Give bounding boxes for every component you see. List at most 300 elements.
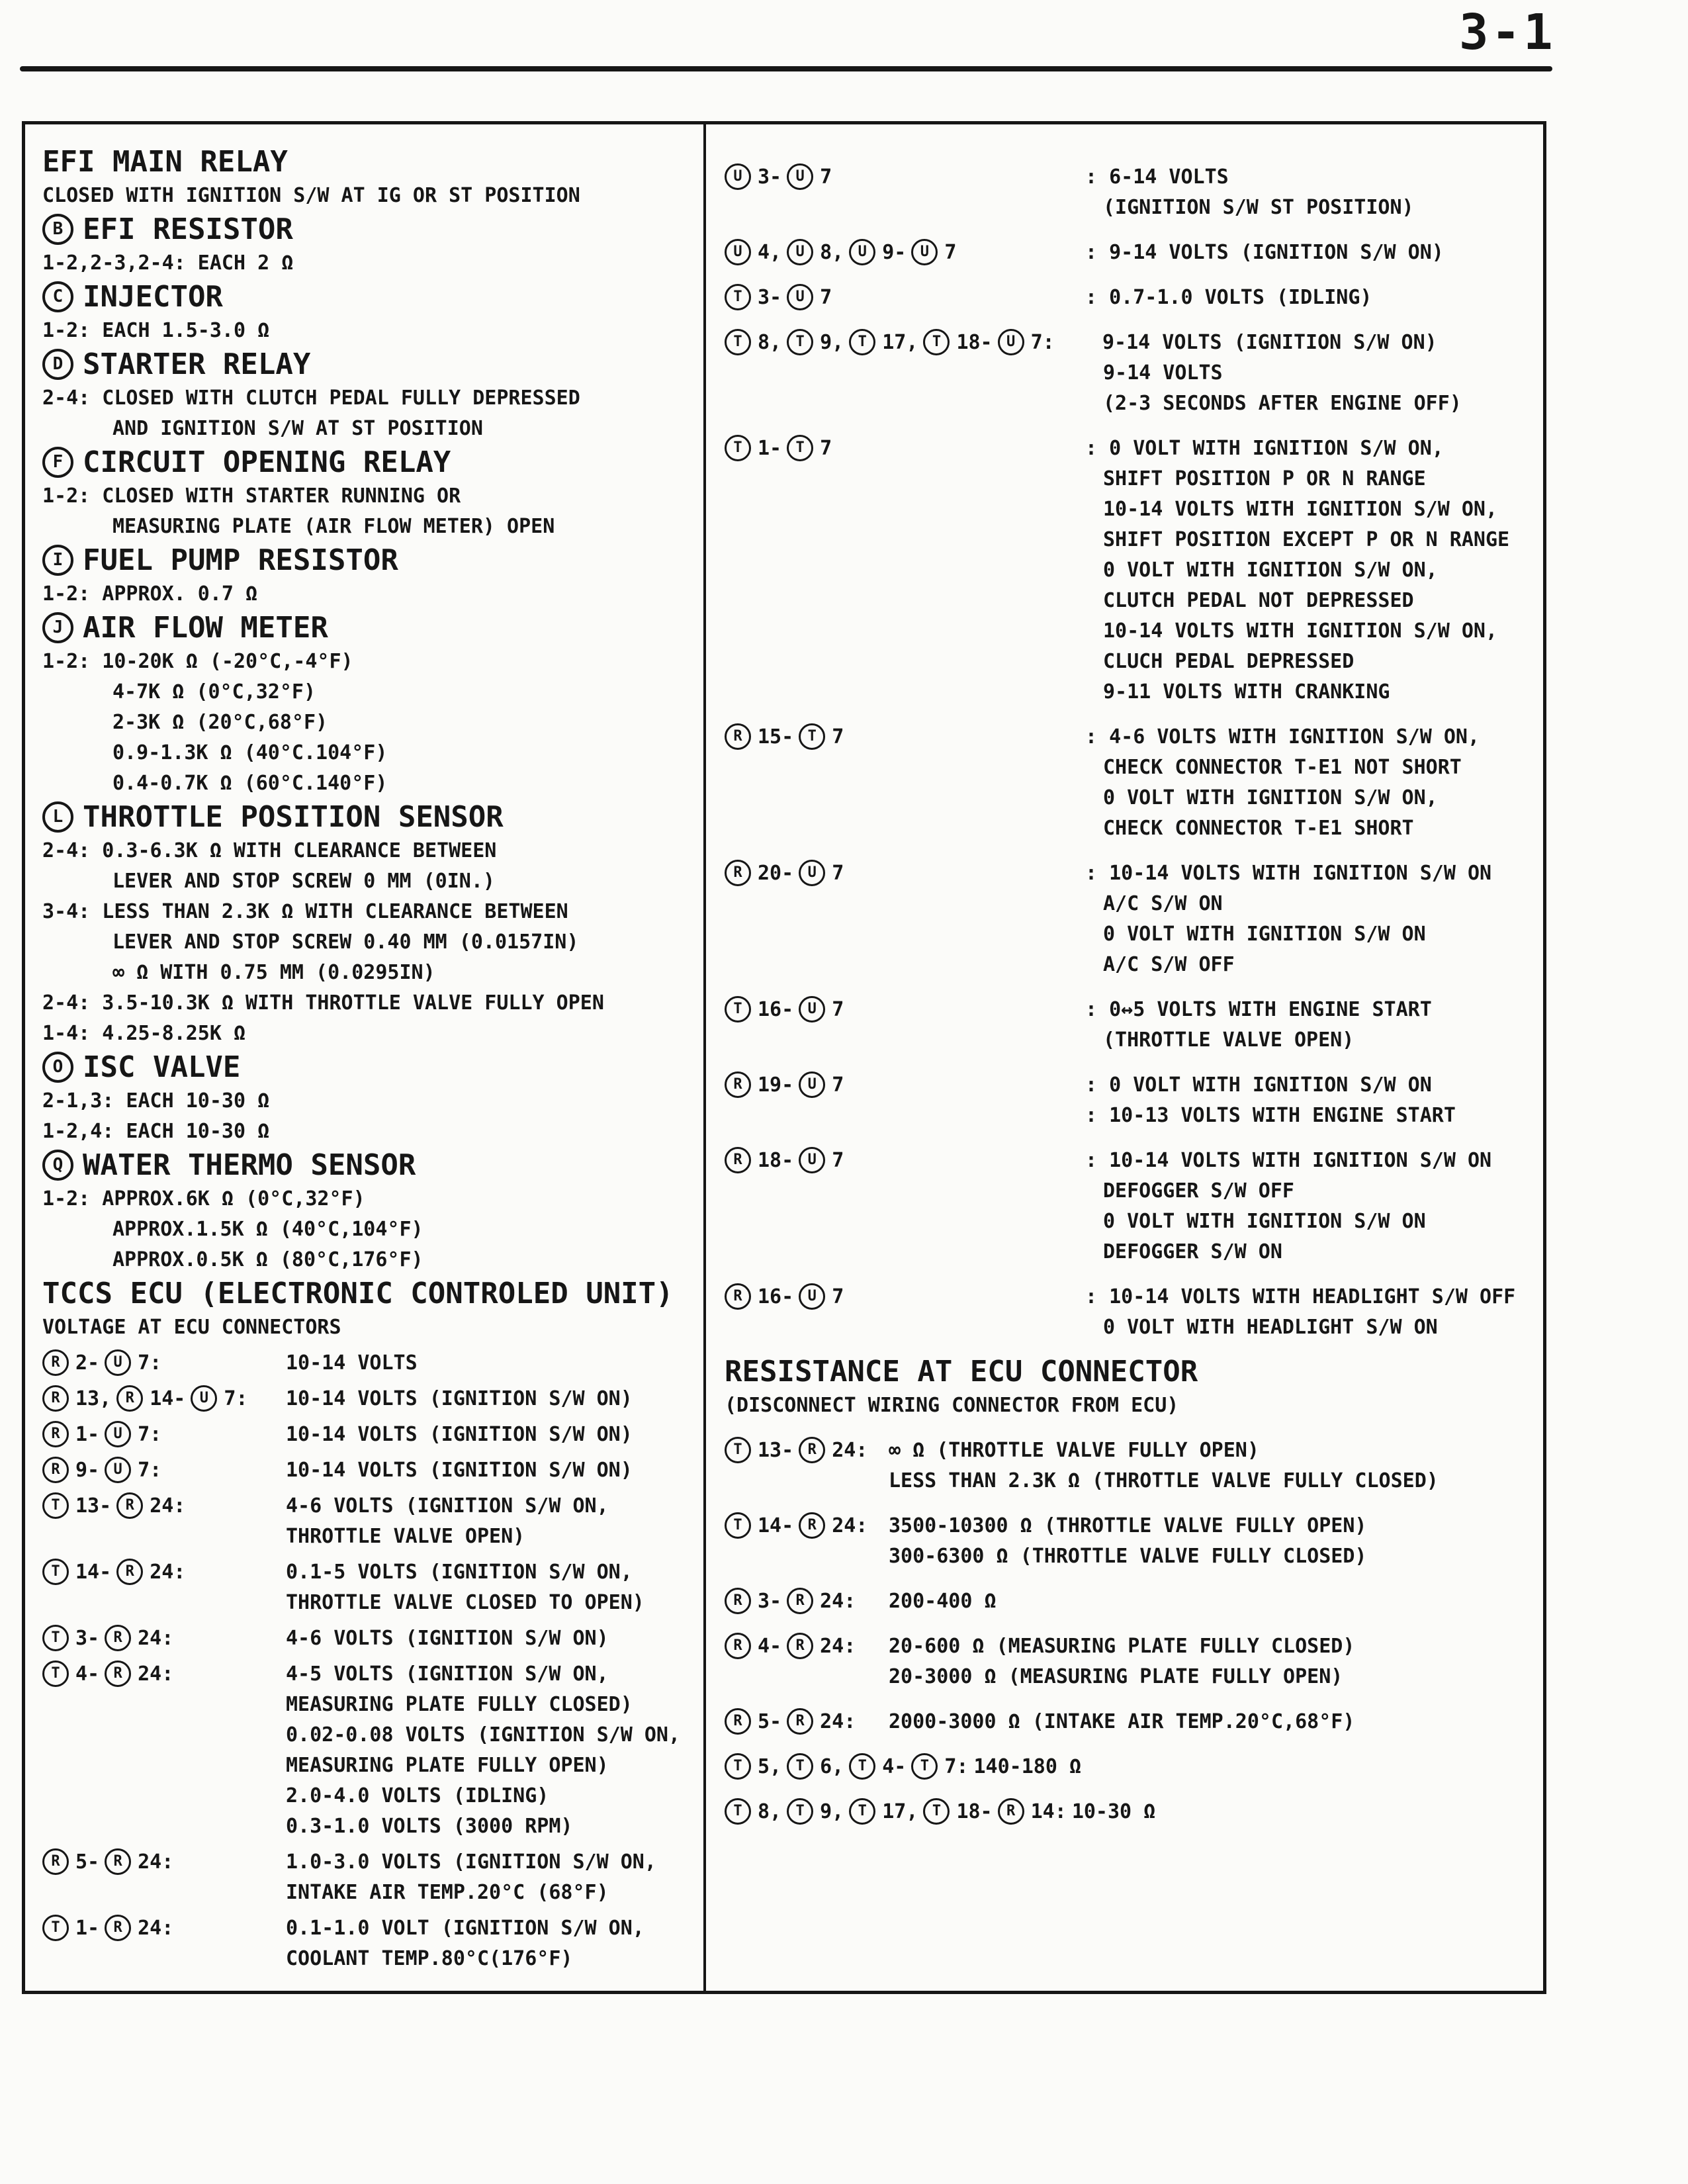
spec-text: CHECK CONNECTOR T-E1 NOT SHORT [1103, 755, 1462, 779]
pin-group [725, 723, 1085, 750]
spec-text: 300-6300 Ω (THROTTLE VALVE FULLY CLOSED) [889, 1544, 1367, 1568]
section-heading [42, 1146, 693, 1183]
pin-group [42, 1625, 286, 1651]
pin-group [725, 1147, 1085, 1173]
spec-line [42, 1018, 693, 1048]
spec-text: CLUCH PEDAL DEPRESSED [1103, 649, 1355, 673]
spec-row [42, 1659, 693, 1689]
spec-line [725, 1541, 1535, 1571]
pin-label: 13- [75, 1494, 112, 1518]
circled-letter-badge: R [105, 1625, 131, 1651]
spec-text: APPROX.1.5K Ω (40°C,104°F) [112, 1217, 423, 1241]
pin-label: 7 [832, 1148, 844, 1172]
circled-letter-badge: U [998, 329, 1024, 355]
pin-group [725, 1588, 889, 1614]
pin-label: 7 [944, 240, 957, 264]
pin-label: 14: [1030, 1799, 1067, 1823]
pin-label: 24: [138, 1916, 174, 1940]
pin-label: 19- [758, 1073, 794, 1097]
heading-text: FUEL PUMP RESISTOR [83, 543, 398, 577]
circled-letter-badge: R [116, 1559, 143, 1585]
spec-text: 0.9-1.3K Ω (40°C.104°F) [112, 741, 388, 764]
circled-letter-badge: L [42, 801, 73, 833]
spec-row [725, 433, 1535, 463]
pin-label: 6, [820, 1754, 844, 1778]
pin-label: 14- [75, 1560, 112, 1584]
spec-value: : 9-14 VOLTS (IGNITION S/W ON) [1085, 240, 1444, 264]
circled-letter-badge: T [42, 1559, 69, 1585]
pin-label: 7 [832, 861, 844, 885]
spec-row [42, 1383, 693, 1414]
circled-letter-badge: O [42, 1052, 73, 1083]
spec-text: VOLTAGE AT ECU CONNECTORS [42, 1315, 341, 1339]
heading-text: INJECTOR [83, 279, 223, 314]
pin-label: 1- [75, 1916, 100, 1940]
section-heading [42, 1048, 693, 1085]
spec-line [725, 494, 1535, 524]
pin-label: 15- [758, 725, 794, 749]
section-heading [42, 798, 693, 835]
circled-letter-badge: R [105, 1848, 131, 1875]
spec-text: 9-11 VOLTS WITH CRANKING [1103, 680, 1390, 704]
pin-group [42, 1385, 286, 1412]
circled-letter-badge: U [799, 996, 825, 1023]
circled-letter-badge: R [42, 1848, 69, 1875]
pin-label: 7 [832, 1285, 844, 1308]
pin-group [42, 1661, 286, 1687]
spec-text: APPROX.0.5K Ω (80°C,176°F) [112, 1248, 423, 1271]
spec-line [42, 248, 693, 278]
pin-group [725, 1708, 889, 1735]
circled-letter-badge: R [725, 1708, 751, 1735]
spec-row [42, 1490, 693, 1521]
circled-letter-badge: I [42, 545, 73, 576]
pin-label: 8, [758, 330, 782, 354]
spec-text: 10-14 VOLTS WITH IGNITION S/W ON, [1103, 497, 1498, 521]
circled-letter-badge: T [725, 1437, 751, 1463]
heading-text: EFI RESISTOR [83, 212, 293, 246]
header-rule [20, 66, 1552, 71]
spec-text: LEVER AND STOP SCREW 0 MM (0IN.) [112, 869, 495, 893]
pin-group [42, 1457, 286, 1483]
spec-text: (THROTTLE VALVE OPEN) [1103, 1028, 1355, 1052]
left-column [25, 124, 703, 1991]
pin-group [725, 1283, 1085, 1310]
pin-label: 1- [75, 1422, 100, 1446]
pin-label: 14- [758, 1514, 794, 1537]
spec-line [42, 511, 693, 541]
pin-label: 7: [138, 1422, 162, 1446]
spec-text: THROTTLE VALVE CLOSED TO OPEN) [286, 1590, 644, 1614]
spec-row [725, 1751, 1535, 1782]
page-number: 3-1 [1459, 4, 1556, 61]
circled-letter-badge: T [725, 435, 751, 461]
pin-label: 7: [944, 1754, 969, 1778]
spec-row [725, 327, 1535, 357]
spec-line [725, 463, 1535, 494]
spec-line [725, 555, 1535, 585]
spec-text: 2-4: 3.5-10.3K Ω WITH THROTTLE VALVE FULLY OPEN [42, 991, 604, 1015]
spec-text: 0 VOLT WITH IGNITION S/W ON [1103, 1209, 1426, 1233]
pin-label: 24: [138, 1662, 174, 1686]
circled-letter-badge: T [923, 329, 950, 355]
pin-group [42, 1848, 286, 1875]
spec-line [42, 896, 693, 927]
circled-letter-badge: R [105, 1661, 131, 1687]
pin-label: 9- [75, 1458, 100, 1482]
circled-letter-badge: T [725, 1512, 751, 1539]
pin-label: 3- [758, 165, 782, 189]
spec-row [725, 1796, 1535, 1827]
pin-label: 4- [882, 1754, 907, 1778]
circled-letter-badge: U [799, 1147, 825, 1173]
circled-letter-badge: U [799, 1071, 825, 1098]
spec-line [725, 388, 1535, 418]
spec-text: 0.02-0.08 VOLTS (IGNITION S/W ON, [286, 1723, 681, 1747]
circled-letter-badge: T [725, 284, 751, 310]
pin-label: 24: [150, 1560, 186, 1584]
spec-text: 2-4: CLOSED WITH CLUTCH PEDAL FULLY DEPRESSED [42, 386, 580, 410]
pin-label: 4, [758, 240, 782, 264]
circled-letter-badge: R [42, 1385, 69, 1412]
spec-line [725, 1100, 1535, 1130]
spec-text: DEFOGGER S/W ON [1103, 1240, 1282, 1263]
spec-value: 10-14 VOLTS (IGNITION S/W ON) [286, 1387, 633, 1410]
spec-text: THROTTLE VALVE OPEN) [286, 1524, 525, 1548]
circled-letter-badge: U [191, 1385, 217, 1412]
spec-text: AND IGNITION S/W AT ST POSITION [112, 416, 483, 440]
heading-text: WATER THERMO SENSOR [83, 1148, 416, 1182]
circled-letter-badge: T [849, 1798, 875, 1825]
spec-text: 0 VOLT WITH IGNITION S/W ON, [1103, 786, 1438, 809]
pin-label: 24: [150, 1494, 186, 1518]
circled-letter-badge: U [799, 860, 825, 886]
pin-label: 24: [138, 1850, 174, 1874]
spec-text: 0.4-0.7K Ω (60°C.140°F) [112, 771, 388, 795]
circled-letter-badge: T [725, 1798, 751, 1825]
pin-label: 18- [956, 1799, 993, 1823]
spec-line [42, 1183, 693, 1214]
spec-line [725, 782, 1535, 813]
pin-group [725, 1071, 1085, 1098]
spec-line [725, 1312, 1535, 1342]
spec-value: : 10-14 VOLTS WITH IGNITION S/W ON [1085, 861, 1492, 885]
spec-row [725, 1510, 1535, 1541]
spec-value: 2000-3000 Ω (INTAKE AIR TEMP.20°C,68°F) [889, 1709, 1355, 1733]
spec-text: 1-2,4: EACH 10-30 Ω [42, 1119, 270, 1143]
spec-line [42, 1811, 693, 1841]
pin-label: 18- [956, 330, 993, 354]
circled-letter-badge: U [725, 239, 751, 265]
heading-text: RESISTANCE AT ECU CONNECTOR [725, 1354, 1198, 1388]
circled-letter-badge: R [42, 1421, 69, 1447]
spec-text: 1-4: 4.25-8.25K Ω [42, 1021, 246, 1045]
circled-letter-badge: T [42, 1661, 69, 1687]
spec-value: 20-600 Ω (MEASURING PLATE FULLY CLOSED) [889, 1634, 1355, 1658]
circled-letter-badge: U [799, 1283, 825, 1310]
circled-letter-badge: T [42, 1625, 69, 1651]
spec-line [42, 1312, 693, 1342]
spec-text: 2.0-4.0 VOLTS (IDLING) [286, 1784, 549, 1807]
spec-row [725, 1631, 1535, 1661]
spec-value: 9-14 VOLTS (IGNITION S/W ON) [1102, 330, 1437, 354]
spec-value: : 0↔5 VOLTS WITH ENGINE START [1085, 997, 1432, 1021]
pin-label: 8, [820, 240, 844, 264]
spec-line [42, 1877, 693, 1907]
circled-letter-badge: C [42, 281, 73, 312]
spec-value: 4-6 VOLTS (IGNITION S/W ON) [286, 1626, 609, 1650]
pin-label: 9, [820, 1799, 844, 1823]
spec-text: 1-2: APPROX. 0.7 Ω [42, 582, 258, 606]
spec-line [42, 1587, 693, 1617]
spec-line [42, 676, 693, 707]
pin-label: 24: [820, 1589, 856, 1613]
spec-line [42, 646, 693, 676]
spec-row [725, 1281, 1535, 1312]
circled-letter-badge: T [42, 1915, 69, 1941]
pin-group [725, 163, 1085, 190]
pin-label: 24: [820, 1634, 856, 1658]
pin-label: 24: [832, 1514, 868, 1537]
spec-text: MEASURING PLATE (AIR FLOW METER) OPEN [112, 514, 555, 538]
spec-line [725, 646, 1535, 676]
pin-group [725, 239, 1085, 265]
spec-text: LESS THAN 2.3K Ω (THROTTLE VALVE FULLY CLOSED) [889, 1469, 1439, 1492]
spec-text: 2-1,3: EACH 10-30 Ω [42, 1089, 270, 1113]
circled-letter-badge: R [42, 1349, 69, 1376]
pin-label: 7 [820, 165, 832, 189]
spec-text: 0 VOLT WITH IGNITION S/W ON [1103, 922, 1426, 946]
spec-text: CLUTCH PEDAL NOT DEPRESSED [1103, 588, 1414, 612]
circled-letter-badge: T [787, 435, 813, 461]
spec-line [42, 927, 693, 957]
spec-text: 1-2: EACH 1.5-3.0 Ω [42, 318, 270, 342]
pin-group [725, 1633, 889, 1659]
spec-text: CLOSED WITH IGNITION S/W AT IG OR ST POSITION [42, 183, 580, 207]
spec-text: MEASURING PLATE FULLY OPEN) [286, 1753, 609, 1777]
pin-group [42, 1915, 286, 1941]
spec-line [725, 1390, 1535, 1420]
circled-letter-badge: R [725, 1633, 751, 1659]
spec-line [42, 1116, 693, 1146]
circled-letter-badge: R [787, 1588, 813, 1614]
spec-row [725, 237, 1535, 267]
circled-letter-badge: F [42, 447, 73, 478]
circled-letter-badge: J [42, 612, 73, 643]
heading-text: ISC VALVE [83, 1050, 241, 1084]
spec-text: LEVER AND STOP SCREW 0.40 MM (0.0157IN) [112, 930, 579, 954]
spec-row [42, 1557, 693, 1587]
circled-letter-badge: R [725, 1283, 751, 1310]
circled-letter-badge: R [725, 860, 751, 886]
spec-line [42, 1244, 693, 1275]
circled-letter-badge: T [787, 1798, 813, 1825]
circled-letter-badge: R [725, 1147, 751, 1173]
spec-line [725, 357, 1535, 388]
spec-text: 1-2,2-3,2-4: EACH 2 Ω [42, 251, 294, 275]
circled-letter-badge: T [725, 1753, 751, 1780]
spec-row [725, 1069, 1535, 1100]
circled-letter-badge: U [787, 163, 813, 190]
spec-row [725, 858, 1535, 888]
pin-label: 13- [758, 1438, 794, 1462]
heading-text: TCCS ECU (ELECTRONIC CONTROLED UNIT) [42, 1276, 674, 1310]
spec-line [725, 1465, 1535, 1496]
section-heading [42, 609, 693, 646]
circled-letter-badge: U [911, 239, 938, 265]
spec-row [725, 1145, 1535, 1175]
circled-letter-badge: R [725, 1588, 751, 1614]
pin-label: 7: [1030, 330, 1055, 354]
spec-row [42, 1913, 693, 1943]
pin-label: 20- [758, 861, 794, 885]
spec-line [42, 578, 693, 609]
circled-letter-badge: R [787, 1633, 813, 1659]
pin-label: 9, [820, 330, 844, 354]
section-heading [42, 278, 693, 315]
circled-letter-badge: T [849, 1753, 875, 1780]
pin-label: 5- [75, 1850, 100, 1874]
circled-letter-badge: R [116, 1492, 143, 1519]
pin-label: 14- [150, 1387, 186, 1410]
circled-letter-badge: R [725, 723, 751, 750]
spec-value: 3500-10300 Ω (THROTTLE VALVE FULLY OPEN) [889, 1514, 1367, 1537]
spec-row [42, 1846, 693, 1877]
pin-label: 5- [758, 1709, 782, 1733]
spec-line [42, 987, 693, 1018]
spec-line [42, 835, 693, 866]
spec-text: SHIFT POSITION P OR N RANGE [1103, 467, 1426, 490]
spec-line [725, 752, 1535, 782]
pin-label: 7 [832, 1073, 844, 1097]
spec-text: 0 VOLT WITH HEADLIGHT S/W ON [1103, 1315, 1438, 1339]
spec-line [42, 768, 693, 798]
spec-text: ∞ Ω WITH 0.75 MM (0.0295IN) [112, 960, 435, 984]
pin-label: 3- [75, 1626, 100, 1650]
spec-text: 0.3-1.0 VOLTS (3000 RPM) [286, 1814, 573, 1838]
spec-value: 0.1-5 VOLTS (IGNITION S/W ON, [286, 1560, 633, 1584]
spec-text: INTAKE AIR TEMP.20°C (68°F) [286, 1880, 609, 1904]
circled-letter-badge: U [105, 1349, 131, 1376]
heading-text: THROTTLE POSITION SENSOR [83, 799, 504, 834]
spec-text: SHIFT POSITION EXCEPT P OR N RANGE [1103, 527, 1510, 551]
spec-text: A/C S/W OFF [1103, 952, 1235, 976]
circled-letter-badge: R [116, 1385, 143, 1412]
pin-label: 16- [758, 997, 794, 1021]
heading-text: AIR FLOW METER [83, 610, 328, 645]
circled-letter-badge: T [787, 1753, 813, 1780]
spec-text: MEASURING PLATE FULLY CLOSED) [286, 1692, 633, 1716]
pin-label: 3- [758, 1589, 782, 1613]
circled-letter-badge: T [923, 1798, 950, 1825]
spec-line [42, 480, 693, 511]
spec-text: COOLANT TEMP.80°C(176°F) [286, 1946, 573, 1970]
spec-table [22, 121, 1546, 1994]
pin-label: 17, [882, 1799, 918, 1823]
spec-line [42, 1943, 693, 1974]
pin-label: 4- [758, 1634, 782, 1658]
spec-line [725, 676, 1535, 707]
spec-line [42, 1780, 693, 1811]
spec-value: 4-5 VOLTS (IGNITION S/W ON, [286, 1662, 609, 1686]
circled-letter-badge: Q [42, 1150, 73, 1181]
pin-group [725, 284, 1085, 310]
pin-group [42, 1349, 286, 1376]
spec-line [725, 192, 1535, 222]
section-heading [725, 1353, 1535, 1390]
circled-letter-badge: T [725, 329, 751, 355]
spec-value: : 0 VOLT WITH IGNITION S/W ON [1085, 1073, 1432, 1097]
circled-letter-badge: R [105, 1915, 131, 1941]
circled-letter-badge: T [911, 1753, 938, 1780]
spec-line [42, 957, 693, 987]
pin-group [725, 329, 1085, 355]
spec-text: 1-2: CLOSED WITH STARTER RUNNING OR [42, 484, 461, 508]
pin-label: 17, [882, 330, 918, 354]
spec-row [42, 1455, 693, 1485]
spec-text: 1-2: APPROX.6K Ω (0°C,32°F) [42, 1187, 365, 1210]
spec-line [725, 1206, 1535, 1236]
circled-letter-badge: R [725, 1071, 751, 1098]
spec-text: 3-4: LESS THAN 2.3K Ω WITH CLEARANCE BETWEEN [42, 899, 568, 923]
circled-letter-badge: U [787, 284, 813, 310]
pin-label: 7 [832, 997, 844, 1021]
spec-row [725, 1706, 1535, 1737]
spec-text: 4-7K Ω (0°C,32°F) [112, 680, 316, 704]
pin-group [725, 1437, 889, 1463]
spec-text: 10-14 VOLTS WITH IGNITION S/W ON, [1103, 619, 1498, 643]
spec-line [42, 1521, 693, 1551]
circled-letter-badge: U [105, 1457, 131, 1483]
circled-letter-badge: R [799, 1437, 825, 1463]
spec-text: (2-3 SECONDS AFTER ENGINE OFF) [1103, 391, 1462, 415]
circled-letter-badge: R [42, 1457, 69, 1483]
spec-value: 4-6 VOLTS (IGNITION S/W ON, [286, 1494, 609, 1518]
circled-letter-badge: T [42, 1492, 69, 1519]
spec-line [42, 1719, 693, 1750]
spec-line [42, 413, 693, 443]
spec-text: 20-3000 Ω (MEASURING PLATE FULLY OPEN) [889, 1664, 1343, 1688]
circled-letter-badge: T [849, 329, 875, 355]
pin-group [725, 860, 1085, 886]
spec-line [725, 1236, 1535, 1267]
spec-line [725, 888, 1535, 919]
circled-letter-badge: U [787, 239, 813, 265]
spec-row [42, 1623, 693, 1653]
circled-letter-badge: T [799, 723, 825, 750]
spec-row [725, 1586, 1535, 1616]
spec-line [42, 1689, 693, 1719]
spec-text: 2-3K Ω (20°C,68°F) [112, 710, 328, 734]
spec-line [725, 585, 1535, 615]
pin-label: 24: [138, 1626, 174, 1650]
spec-row [725, 721, 1535, 752]
spec-row [725, 1435, 1535, 1465]
pin-label: 16- [758, 1285, 794, 1308]
spec-line [42, 1085, 693, 1116]
spec-value: : 0.7-1.0 VOLTS (IDLING) [1085, 285, 1372, 309]
spec-value: : 4-6 VOLTS WITH IGNITION S/W ON, [1085, 725, 1480, 749]
spec-text: (DISCONNECT WIRING CONNECTOR FROM ECU) [725, 1393, 1179, 1417]
spec-value: 0.1-1.0 VOLT (IGNITION S/W ON, [286, 1916, 644, 1940]
pin-label: 18- [758, 1148, 794, 1172]
pin-label: 7: [224, 1387, 248, 1410]
spec-line [725, 919, 1535, 949]
spec-row [42, 1419, 693, 1449]
section-heading [42, 210, 693, 248]
section-heading [42, 345, 693, 383]
spec-line [42, 1214, 693, 1244]
